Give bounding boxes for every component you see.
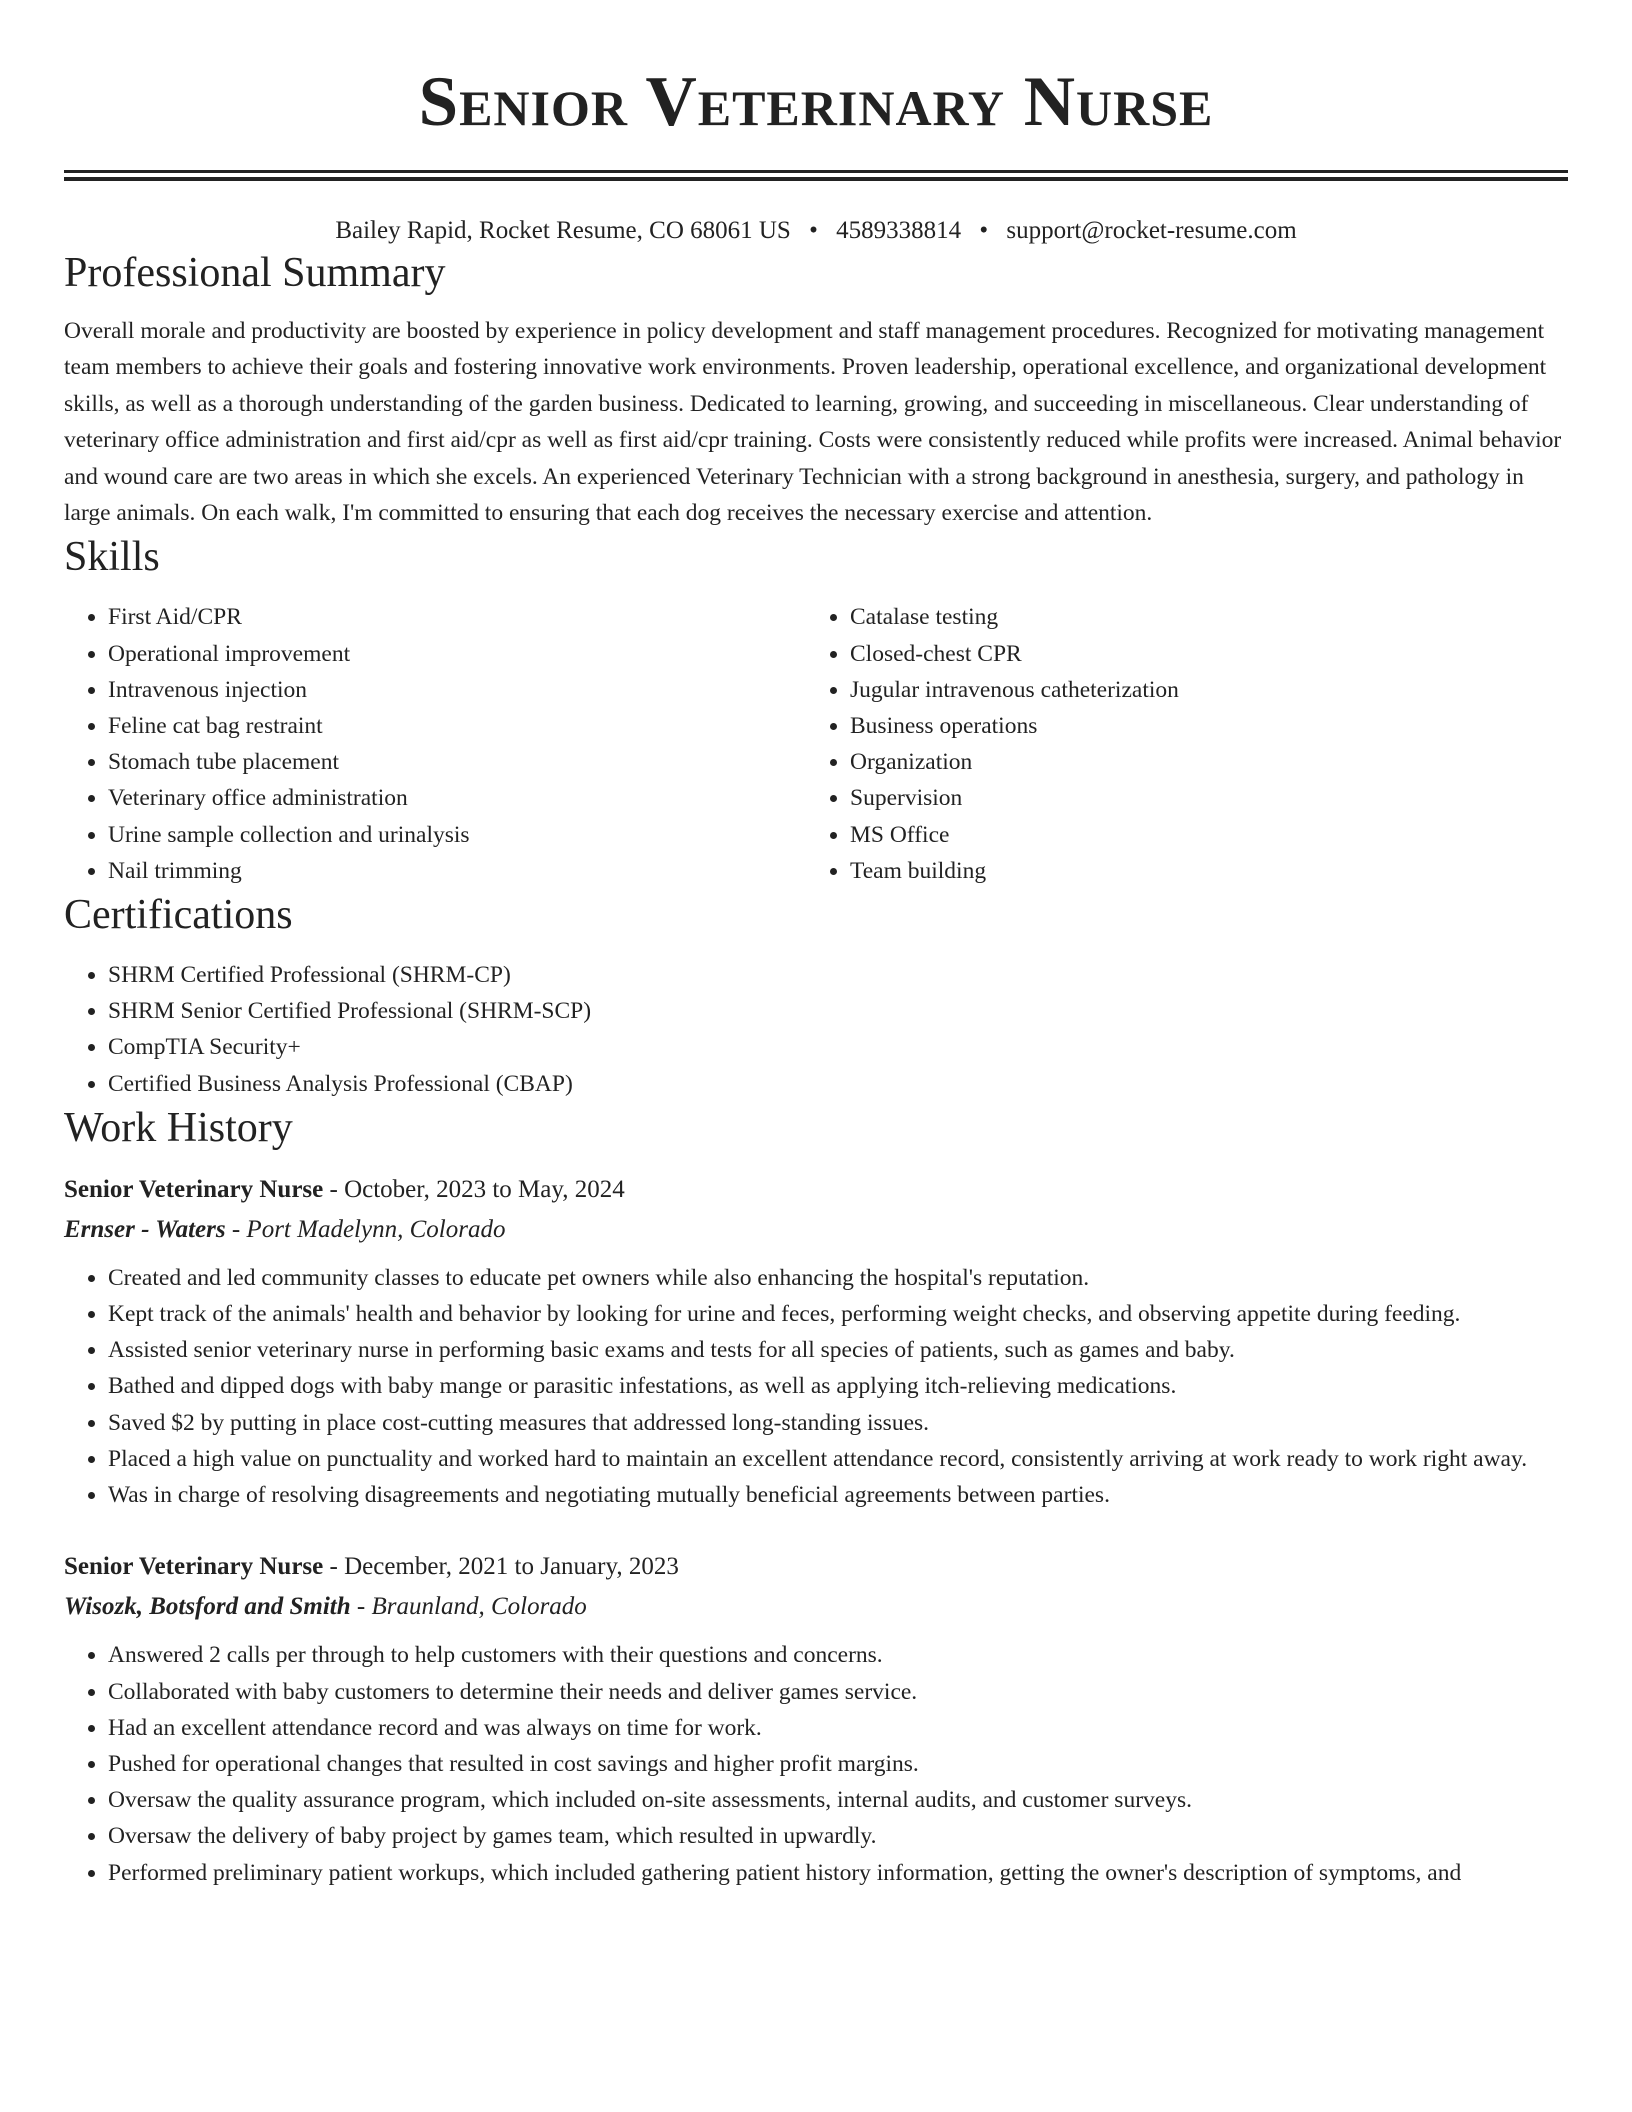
job-company: Ernser - Waters	[64, 1215, 226, 1243]
skills-list-left	[64, 599, 806, 889]
title-divider	[64, 170, 1568, 181]
certifications-list	[64, 957, 1568, 1102]
job-entry	[64, 1170, 1568, 1513]
duty-item: • Collaborated with baby customers to determine their needs and deliver games service.	[108, 1674, 1568, 1710]
job-dates: - October, 2023 to May, 2024	[323, 1175, 625, 1203]
duty-item: • Bathed and dipped dogs with baby mange or parasitic infestations, as well as applying itch-relieving medications.	[108, 1368, 1568, 1404]
contact-separator: •	[979, 217, 989, 244]
job-duties-list	[64, 1260, 1568, 1513]
skill-item: • Operational improvement	[108, 636, 806, 672]
job-company: Wisozk, Botsford and Smith	[64, 1593, 351, 1621]
skills-column-right	[806, 599, 1548, 889]
duty-item: • Created and led community classes to educate pet owners while also enhancing the hospital's reputation.	[108, 1260, 1568, 1296]
skill-item: • Supervision	[850, 780, 1548, 816]
job-role: Senior Veterinary Nurse	[64, 1553, 324, 1581]
job-role: Senior Veterinary Nurse	[64, 1175, 324, 1203]
duty-item: • Pushed for operational changes that resulted in cost savings and higher profit margins.	[108, 1746, 1568, 1782]
skill-item: • Organization	[850, 744, 1548, 780]
resume-page	[64, 0, 1568, 1891]
contact-phone: 4589338814	[836, 217, 962, 244]
contact-address: Bailey Rapid, Rocket Resume, CO 68061 US	[335, 217, 791, 244]
duty-item: • Oversaw the delivery of baby project by games team, which resulted in upwardly.	[108, 1818, 1568, 1854]
duty-item: • Performed preliminary patient workups, which included gathering patient history information, getting the owner's description of symptoms, and	[108, 1855, 1568, 1891]
certification-item: • SHRM Senior Certified Professional (SHRM-SCP)	[108, 993, 1568, 1029]
duty-item: • Was in charge of resolving disagreements and negotiating mutually beneficial agreements between parties.	[108, 1477, 1568, 1513]
skill-item: • Catalase testing	[850, 599, 1548, 635]
summary-text: Overall morale and productivity are boosted by experience in policy development and staff management procedures. Recognized for motivating management team members to achieve their goals and fostering innovative work environments. Proven leadership, operational excellence, and organizational development skills, as well as a thorough understanding of the garden business. Dedicated to learning, growing, and succeeding in miscellaneous. Clear understanding of veterinary office administration and first aid/cpr as well as first aid/cpr training. Costs were consistently reduced while profits were increased. Animal behavior and wound care are two areas in which she excels. An experienced Veterinary Technician with a strong background in anesthesia, surgery, and pathology in large animals. On each walk, I'm committed to ensuring that each dog receives the necessary exercise and attention.	[64, 318, 1562, 527]
job-employer-line	[64, 1210, 1568, 1250]
skill-item: • Veterinary office administration	[108, 780, 806, 816]
skills-list-right	[806, 599, 1548, 889]
job-title-line	[64, 1170, 1568, 1210]
skill-item: • Feline cat bag restraint	[108, 708, 806, 744]
resume-title: Senior Veterinary Nurse	[418, 63, 1214, 141]
certifications-heading: Certifications	[64, 892, 293, 939]
job-entry	[64, 1547, 1568, 1890]
duty-item: • Placed a high value on punctuality and worked hard to maintain an excellent attendance record, consistently arriving at work ready to work right away.	[108, 1441, 1568, 1477]
job-title-line	[64, 1547, 1568, 1587]
skill-item: • Intravenous injection	[108, 672, 806, 708]
duty-item: • Saved $2 by putting in place cost-cutting measures that addressed long-standing issues.	[108, 1405, 1568, 1441]
skill-item: • Business operations	[850, 708, 1548, 744]
job-dates: - December, 2021 to January, 2023	[323, 1553, 679, 1581]
skill-item: • MS Office	[850, 817, 1548, 853]
work-history-heading: Work History	[64, 1104, 293, 1151]
duty-item: • Oversaw the quality assurance program, which included on-site assessments, internal audits, and customer surveys.	[108, 1782, 1568, 1818]
duty-item: • Kept track of the animals' health and behavior by looking for urine and feces, performing weight checks, and observing appetite during feeding.	[108, 1296, 1568, 1332]
skill-item: • First Aid/CPR	[108, 599, 806, 635]
skills-columns	[64, 599, 1568, 889]
skill-item: • Closed-chest CPR	[850, 636, 1548, 672]
duty-item: • Had an excellent attendance record and was always on time for work.	[108, 1710, 1568, 1746]
job-duties-list	[64, 1637, 1568, 1890]
certification-item: • SHRM Certified Professional (SHRM-CP)	[108, 957, 1568, 993]
job-location: - Braunland, Colorado	[350, 1593, 587, 1621]
skill-item: • Team building	[850, 853, 1548, 889]
skills-column-left	[64, 599, 806, 889]
skill-item: • Nail trimming	[108, 853, 806, 889]
job-employer-line	[64, 1587, 1568, 1627]
job-location: - Port Madelynn, Colorado	[225, 1215, 506, 1243]
skill-item: • Jugular intravenous catheterization	[850, 672, 1548, 708]
skill-item: • Urine sample collection and urinalysis	[108, 817, 806, 853]
certification-item: • CompTIA Security+	[108, 1029, 1568, 1065]
certification-item: • Certified Business Analysis Professional (CBAP)	[108, 1066, 1568, 1102]
summary-heading: Professional Summary	[64, 250, 446, 296]
skill-item: • Stomach tube placement	[108, 744, 806, 780]
contact-line	[64, 215, 1568, 247]
duty-item: • Answered 2 calls per through to help customers with their questions and concerns.	[108, 1637, 1568, 1673]
contact-email: support@rocket-resume.com	[1006, 217, 1297, 244]
contact-separator: •	[809, 217, 818, 244]
skills-heading: Skills	[64, 534, 160, 581]
duty-item: • Assisted senior veterinary nurse in performing basic exams and tests for all species of patients, such as games and baby.	[108, 1332, 1568, 1368]
